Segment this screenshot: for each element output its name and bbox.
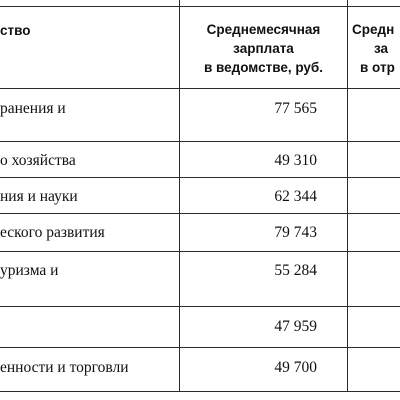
- table-rule-row-6: [0, 347, 400, 348]
- table-row-salary: 49 700: [274, 359, 317, 376]
- table-rule-row-4: [0, 251, 400, 252]
- column-header-salary-line-2: зарплата: [233, 41, 294, 56]
- table-row-salary: 47 959: [274, 318, 317, 335]
- table-rule-top: [0, 6, 400, 7]
- table-rule-row-2: [0, 177, 400, 178]
- table-row-salary: 79 743: [274, 224, 317, 241]
- table-row-name: еского развития: [0, 224, 105, 241]
- column-header-name: ство: [0, 23, 31, 38]
- table-rule-row-1: [0, 141, 400, 142]
- table-row-name: ния и науки: [0, 188, 78, 205]
- table-row-salary: 49 310: [274, 152, 317, 169]
- table-row-name: уризма и: [0, 262, 59, 279]
- column-header-industry-line-3: в отр: [360, 60, 395, 75]
- table-rule-bottom: [0, 391, 400, 392]
- table-row-name: енности и торговли: [0, 359, 129, 376]
- column-header-salary-line-3: в ведомстве, руб.: [203, 60, 324, 75]
- table-row-salary: 62 344: [274, 188, 317, 205]
- column-header-industry-line-1: Средн: [352, 22, 395, 37]
- column-header-salary-line-1: Среднемесячная: [206, 22, 321, 37]
- table-row-salary: 55 284: [274, 262, 317, 279]
- table-row-name: ранения и: [0, 100, 66, 117]
- column-header-industry-line-2: за: [374, 41, 389, 56]
- table-rule-header: [0, 88, 400, 89]
- table-row-name: о хозяйства: [0, 152, 76, 169]
- table-rule-row-3: [0, 213, 400, 214]
- table-rule-row-5: [0, 306, 400, 307]
- table-row-salary: 77 565: [274, 100, 317, 117]
